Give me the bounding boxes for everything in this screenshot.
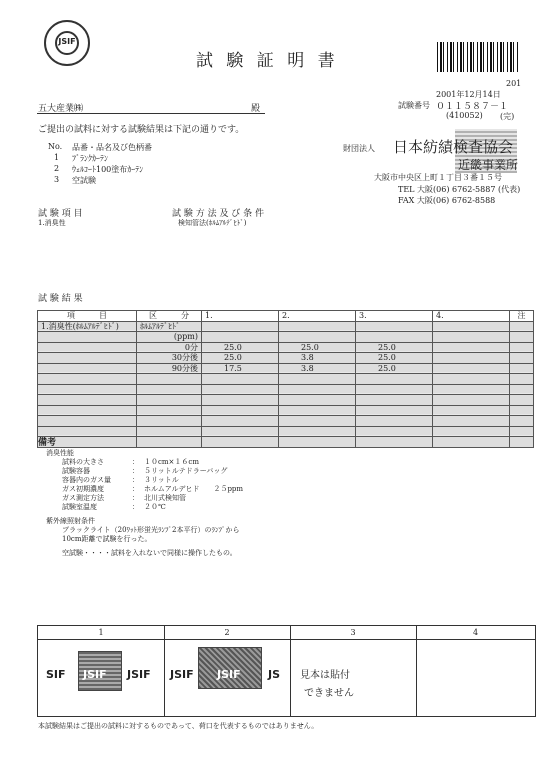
column-header: 区 分 bbox=[137, 311, 202, 322]
blank-test-note: 空試験・・・・試料を入れないで同様に操作したもの。 bbox=[62, 549, 237, 557]
institute-fax: FAX 大阪(06) 6762-8588 bbox=[398, 196, 496, 205]
result-item bbox=[38, 332, 137, 343]
result-v4 bbox=[433, 321, 510, 332]
table-row bbox=[38, 342, 534, 353]
notes-heading: 備考 bbox=[38, 438, 57, 448]
condition-label: 試料の大きさ bbox=[62, 458, 104, 466]
institute-prefix: 財団法人 bbox=[343, 144, 375, 153]
column-header: 1. bbox=[202, 311, 279, 322]
addressee-underline bbox=[37, 113, 265, 114]
table-row-empty bbox=[38, 405, 534, 416]
table-row-empty bbox=[38, 395, 534, 406]
seal-text: JSIF bbox=[58, 37, 76, 46]
result-note bbox=[510, 321, 534, 332]
result-v1 bbox=[202, 321, 279, 332]
inspection-seal bbox=[44, 20, 90, 66]
condition-label: 容器内のガス量 bbox=[62, 476, 111, 484]
result-v2 bbox=[279, 321, 356, 332]
institute-tel: TEL 大阪(06) 6762-5887 (代表) bbox=[398, 185, 521, 194]
result-item: 1.消臭性(ﾎﾙﾑｱﾙﾃﾞﾋﾄﾞ) bbox=[38, 321, 137, 332]
sample-no: 1 bbox=[54, 153, 60, 162]
result-item bbox=[38, 342, 137, 353]
column-header: 注 bbox=[510, 311, 534, 322]
table-row bbox=[38, 332, 534, 343]
swatch-number: 2 bbox=[224, 628, 230, 637]
no-attach-line-2: できません bbox=[304, 688, 354, 699]
institute-address: 大阪市中央区上町１丁目３番１５号 bbox=[374, 173, 502, 182]
result-v3: 25.0 bbox=[356, 353, 433, 364]
institute-branch: 近畿事業所 bbox=[458, 158, 519, 172]
table-row bbox=[38, 353, 534, 364]
test-number-label: 試験番号 bbox=[398, 101, 430, 110]
result-v1: 25.0 bbox=[202, 342, 279, 353]
sample-name: ｳｪﾙｺｰﾄ100塗布ｶｰﾃﾝ bbox=[72, 165, 144, 174]
addressee-honorific: 殿 bbox=[251, 104, 261, 114]
issue-date: 2001年12月14日 bbox=[436, 90, 501, 99]
table-row-empty bbox=[38, 384, 534, 395]
samples-header-item: 品番・品名及び色柄番 bbox=[72, 143, 152, 152]
swatch-column bbox=[416, 626, 535, 716]
result-v4 bbox=[433, 363, 510, 374]
result-v3: 25.0 bbox=[356, 342, 433, 353]
table-row-empty bbox=[38, 437, 534, 448]
condition-sep: ： bbox=[132, 485, 139, 493]
seal-inner-ring bbox=[55, 31, 79, 55]
barcode bbox=[437, 42, 519, 72]
result-division: ﾎﾙﾑｱﾙﾃﾞﾋﾄﾞ bbox=[137, 321, 202, 332]
swatch-number: 4 bbox=[472, 628, 479, 637]
column-header: 4. bbox=[433, 311, 510, 322]
swatch-number: 3 bbox=[350, 628, 356, 637]
results-heading: 試 験 結 果 bbox=[38, 294, 83, 304]
table-row-empty bbox=[38, 426, 534, 437]
condition-sep: ： bbox=[132, 467, 139, 475]
addressee-company: 五大産業㈱ bbox=[38, 104, 84, 114]
footer-disclaimer: 本試験結果はご提出の試料に対するものであって、荷口を代表するものではありません。 bbox=[38, 722, 319, 730]
result-v4 bbox=[433, 332, 510, 343]
condition-value: １０cm×１６cm bbox=[144, 458, 199, 466]
result-division: 0分 bbox=[137, 342, 202, 353]
samples-header-no: No. bbox=[48, 142, 63, 151]
result-v3: 25.0 bbox=[356, 363, 433, 374]
sample-no: 2 bbox=[54, 164, 60, 173]
test-method: 検知管法(ﾎﾙﾑｱﾙﾃﾞﾋﾄﾞ) bbox=[178, 219, 247, 227]
condition-value: ２０℃ bbox=[144, 503, 166, 511]
condition-label: ガス初期濃度 bbox=[62, 485, 104, 493]
sample-name: ﾌﾞﾗﾝｸｶｰﾃﾝ bbox=[72, 154, 108, 163]
result-v3 bbox=[356, 321, 433, 332]
swatch1-label: JSIF bbox=[83, 668, 107, 681]
test-item-header: 試 験 項 目 bbox=[38, 209, 83, 219]
table-row-empty bbox=[38, 416, 534, 427]
document-title: 試 験 証 明 書 bbox=[196, 51, 339, 71]
result-v1: 17.5 bbox=[202, 363, 279, 374]
result-v2: 3.8 bbox=[279, 353, 356, 364]
swatch2-label: JSIF bbox=[217, 668, 241, 681]
column-header: 2. bbox=[279, 311, 356, 322]
result-v4 bbox=[433, 353, 510, 364]
uv-line-2: 10cm距離で試験を行った。 bbox=[62, 535, 152, 543]
condition-value: ３リットル bbox=[144, 476, 179, 484]
result-note bbox=[510, 332, 534, 343]
condition-value: ５リットルテドラーバッグ bbox=[144, 467, 228, 475]
condition-label: 試験室温度 bbox=[62, 503, 97, 511]
condition-value: ホルムアルデヒド ２５ppm bbox=[144, 485, 244, 493]
swatch2-left-label: JSIF bbox=[170, 668, 194, 681]
result-item bbox=[38, 363, 137, 374]
column-header: 項 目 bbox=[38, 311, 137, 322]
column-header: 3. bbox=[356, 311, 433, 322]
result-v2 bbox=[279, 332, 356, 343]
condition-label: 試験容器 bbox=[62, 467, 90, 475]
notes-subheading: 消臭性能 bbox=[46, 449, 74, 457]
sample-no: 3 bbox=[54, 175, 60, 184]
condition-label: ガス測定方法 bbox=[62, 494, 104, 502]
condition-value: 北川式検知管 bbox=[144, 494, 186, 502]
result-v1: 25.0 bbox=[202, 353, 279, 364]
result-division: 90分後 bbox=[137, 363, 202, 374]
intro-text: ご提出の試料に対する試験結果は下記の通りです。 bbox=[38, 125, 245, 135]
no-attach-line-1: 見本は貼付 bbox=[300, 670, 350, 681]
swatch2-right-label: JS bbox=[268, 668, 281, 681]
test-item: 1.消臭性 bbox=[38, 219, 66, 227]
result-division: 30分後 bbox=[137, 353, 202, 364]
result-note bbox=[510, 353, 534, 364]
complete-mark: (完) bbox=[500, 112, 515, 121]
result-note bbox=[510, 363, 534, 374]
table-row-empty bbox=[38, 374, 534, 385]
condition-sep: ： bbox=[132, 503, 139, 511]
table-row bbox=[38, 363, 534, 374]
institute-name: 日本紡績検査協会 bbox=[393, 138, 514, 156]
results-table bbox=[37, 310, 534, 448]
table-header-row bbox=[38, 311, 534, 322]
ref-code: 201 bbox=[506, 79, 522, 88]
test-number: ０１１５８７－１ bbox=[436, 102, 509, 112]
sample-name: 空試験 bbox=[72, 176, 96, 185]
result-v1 bbox=[202, 332, 279, 343]
result-note bbox=[510, 342, 534, 353]
condition-sep: ： bbox=[132, 458, 139, 466]
uv-heading: 紫外線照射条件 bbox=[46, 517, 95, 525]
result-item bbox=[38, 353, 137, 364]
swatch1-right-label: JSIF bbox=[127, 668, 151, 681]
swatch-number: 1 bbox=[98, 628, 104, 637]
result-v3 bbox=[356, 332, 433, 343]
sub-number: (410052) bbox=[446, 111, 483, 120]
result-v4 bbox=[433, 342, 510, 353]
uv-line-1: ブラックライト（20ﾜｯﾄ形蛍光ﾗﾝﾌﾟ2本平行）のﾗﾝﾌﾟから bbox=[62, 526, 240, 534]
result-v2: 3.8 bbox=[279, 363, 356, 374]
table-row bbox=[38, 321, 534, 332]
test-method-header: 試 験 方 法 及 び 条 件 bbox=[172, 209, 265, 219]
result-division: (ppm) bbox=[137, 332, 202, 343]
condition-sep: ： bbox=[132, 476, 139, 484]
result-v2: 25.0 bbox=[279, 342, 356, 353]
condition-sep: ： bbox=[132, 494, 139, 502]
swatch1-edge-label: SIF bbox=[46, 668, 66, 681]
